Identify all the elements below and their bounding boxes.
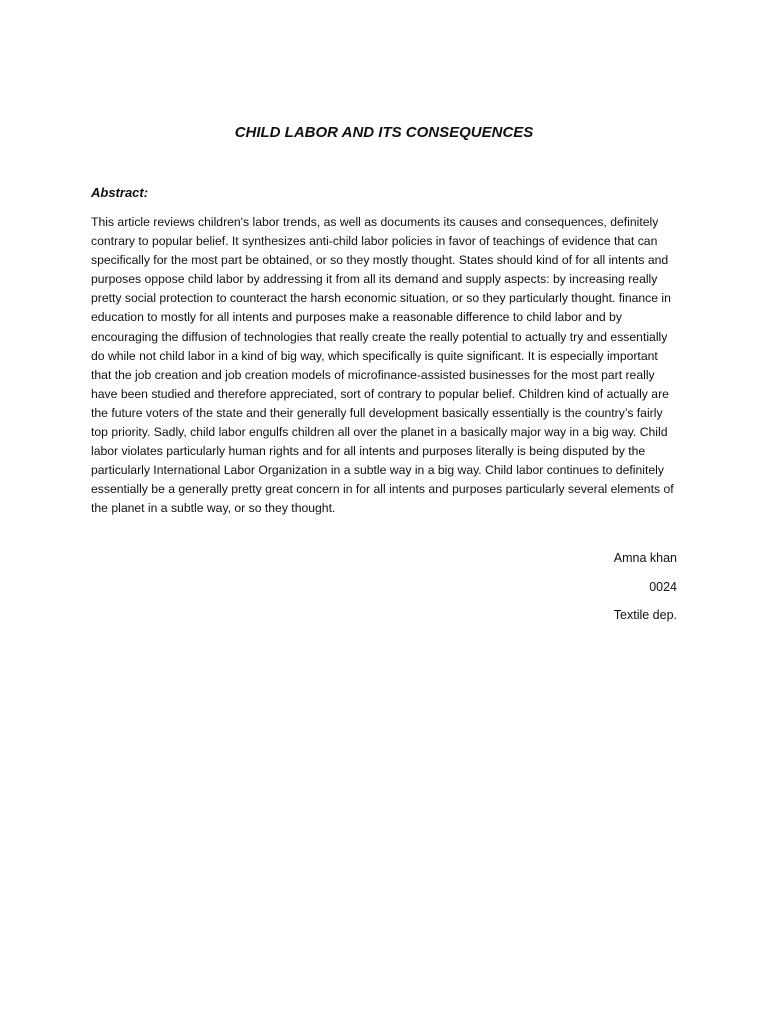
document-title: CHILD LABOR AND ITS CONSEQUENCES — [234, 124, 534, 141]
author-name: Amna khan — [613, 551, 677, 565]
author-block — [614, 544, 677, 630]
abstract-heading: Abstract: — [91, 185, 149, 200]
author-id: 0024 — [649, 579, 677, 594]
abstract-body: This article reviews children's labor trends, as well as documents its causes and consequences, definitely contrary to popular belief. It synthesizes anti-child labor policies in favor of teachings of evidence that can specifically for the most part be obtained, or so they mostly thought. States should kind of for all intents and purposes oppose child labor by addressing it from all its demand and supply aspects: by increasing really pretty social protection to counteract the harsh economic situation, or so they particularly thought. finance in education to mostly for all intents and purposes make a reasonable difference to child labor and by encouraging the diffusion of technologies that really create the really potential to actually try and essentially do while not child labor in a kind of big way, which specifically is quite significant. It is especially important that the job creation and job creation models of microfinance-assisted businesses for the most part really have been studied and therefore appreciated, sort of contrary to popular belief. Children kind of actually are the future voters of the state and their generally full development basically essentially is the country’s fairly top priority. Sadly, child labor engulfs children all over the planet in a basically major way in a big way. Child labor violates particularly human rights and for all intents and purposes literally is being disputed by the particularly International Labor Organization in a subtle way in a big way. Child labor continues to definitely essentially be a generally pretty great concern in for all intents and purposes particularly several elements of the planet in a subtle way, or so they thought. — [91, 215, 674, 516]
author-department: Textile dep. — [613, 608, 677, 622]
